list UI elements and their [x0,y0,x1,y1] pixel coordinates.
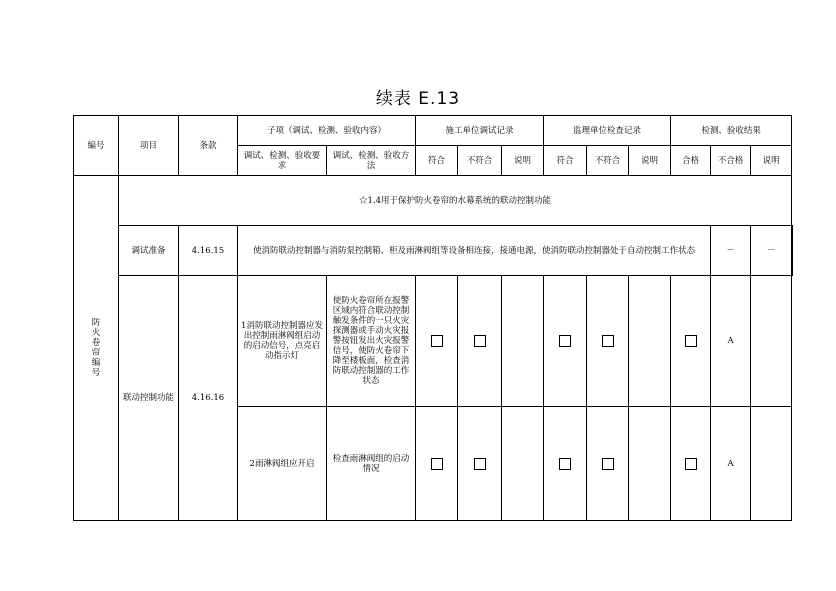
sub1-supervision-explain [629,276,671,407]
sub2-supervision-conform [544,407,587,521]
section-id-cell [74,176,119,521]
sub1-requirement: 1消防联动控制器应发出控制雨淋阀组启动的启动信号，点亮启动指示灯 [238,276,327,407]
header-supervision-record: 监理单位检查记录 [544,116,671,146]
checkbox[interactable] [559,458,571,470]
sub2-requirement: 2雨淋阀组应开启 [238,407,327,521]
header-clause: 条款 [179,116,238,176]
section-heading: ☆1.4用于保护防火卷帘的水幕系统的联动控制功能 [119,176,792,226]
linkage-clause: 4.16.16 [179,276,238,521]
header-pass: 合格 [671,146,711,176]
checkbox[interactable] [602,335,614,347]
sub1-supervision-conform [544,276,587,407]
sub2-result-explain [751,407,792,521]
header-nonconform-2: 不符合 [587,146,629,176]
checkbox[interactable] [431,458,443,470]
header-item: 项目 [119,116,179,176]
header-nonconform-1: 不符合 [458,146,502,176]
checkbox[interactable] [474,335,486,347]
header-explain-3: 说明 [751,146,792,176]
header-conform-2: 符合 [544,146,587,176]
header-subitem: 子项（调试、检测、验收内容） [238,116,416,146]
sub1-construction-conform [416,276,458,407]
sub1-result-pass [671,276,711,407]
prep-clause: 4.16.15 [179,226,238,276]
linkage-item: 联动控制功能 [119,276,179,521]
header-explain-2: 说明 [629,146,671,176]
linkage-row-1 [74,276,793,407]
checkbox[interactable] [685,458,697,470]
header-construction-record: 施工单位调试记录 [416,116,544,146]
header-sub-requirement: 调试、检测、验收要求 [238,146,327,176]
header-explain-1: 说明 [502,146,544,176]
sub2-construction-explain [502,407,544,521]
sub2-method: 检查雨淋阀组的启动情况 [327,407,416,521]
sub2-supervision-explain [629,407,671,521]
header-fail: 不合格 [711,146,751,176]
checkbox[interactable] [431,335,443,347]
sub2-construction-nonconform [458,407,502,521]
sub1-construction-nonconform [458,276,502,407]
sub1-supervision-nonconform [587,276,629,407]
sub1-grade: A [711,276,751,407]
header-sub-method: 调试、检测、验收方法 [327,146,416,176]
inspection-table [73,115,793,521]
prep-row [74,226,793,276]
prep-item: 调试准备 [119,226,179,276]
prep-pass: － [711,226,751,276]
sub1-method: 使防火卷帘所在报警区域内符合联动控制触发条件的一只火灾探测器或手动火灾报警按钮发出火灾报警信号，使防火卷帘下降至楼板面，检查消防联动控制器的工作状态 [327,276,416,407]
sub2-construction-conform [416,407,458,521]
sub1-result-explain [751,276,792,407]
checkbox[interactable] [685,335,697,347]
header-conform-1: 符合 [416,146,458,176]
prep-content: 使消防联动控制器与消防泵控制箱、柜及雨淋阀组等设备相连接，接通电源，使消防联动控制器处于自动控制工作状态 [238,226,711,276]
checkbox[interactable] [559,335,571,347]
section-id-text: 防 火 卷 帘 编 号 [91,318,101,378]
checkbox[interactable] [474,458,486,470]
sub2-result-pass [671,407,711,521]
page-title: 续表 E.13 [375,89,461,109]
sub2-grade: A [711,407,751,521]
sub2-supervision-nonconform [587,407,629,521]
sub1-construction-explain [502,276,544,407]
header-result: 检测、验收结果 [671,116,792,146]
checkbox[interactable] [602,458,614,470]
prep-explain [792,226,793,276]
section-heading-row [74,176,793,226]
header-id: 编号 [74,116,119,176]
prep-fail: － [751,226,792,276]
header-row-1 [74,116,793,146]
